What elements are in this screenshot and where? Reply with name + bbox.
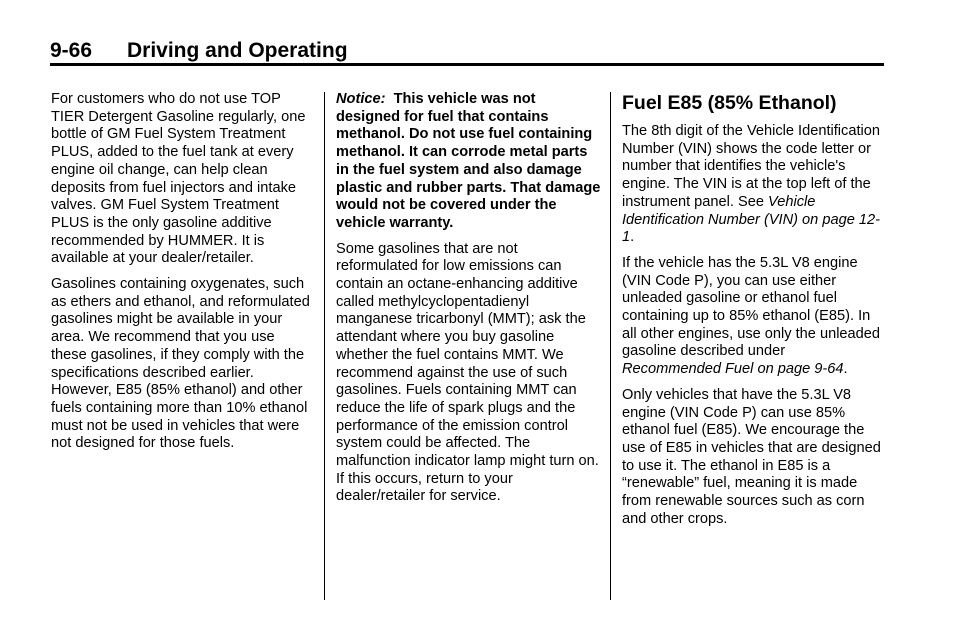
header-rule: [50, 63, 884, 66]
column-divider-1: [324, 92, 325, 600]
notice-block: [336, 91, 601, 233]
notice-label: Notice:: [336, 91, 386, 107]
vin-cross-reference[interactable]: Vehicle Identification Number (VIN) on page 12-1: [622, 193, 880, 246]
column-3-paragraph-3: Only vehicles that have the 5.3L V8 engine (VIN Code P) can use 85% ethanol fuel (E85). We encourage the use of E85 in vehicles that are designed to use it. The ethanol in E85 is a “renewable” fuel, meaning it is made from renewable sources such as corn and other crops.: [622, 386, 881, 527]
section-title: Driving and Operating: [127, 39, 348, 62]
page-number: 9-66: [50, 39, 93, 62]
column-3-paragraph-2-text: If the vehicle has the 5.3L V8 engine (VIN Code P), you can use either unleaded gasoline or ethanol fuel containing up to 85% ethanol (E85). In all other engines, use only the unleaded gasoline described under: [622, 254, 881, 360]
column-2-paragraph-1: Some gasolines that are not reformulated for low emissions can contain an octane-enhancing additive called methylcyclopentadienyl manganese tricarbonyl (MMT); ask the attendant where you buy gasoline whether the fuel contains MMT. We recommend against the use of such gasolines. Fuels containing MMT can reduce the life of spark plugs and the performance of the emission control system could be affected. The malfunction indicator lamp might turn on. If this occurs, return to your dealer/retailer for service.: [336, 240, 599, 505]
column-3-paragraph-1: [622, 123, 884, 247]
column-2: [336, 91, 601, 514]
subsection-heading: Fuel E85 (85% Ethanol): [622, 92, 837, 114]
page-header: [50, 38, 884, 64]
notice-body: This vehicle was not designed for fuel that contains methanol. Do not use fuel containing methanol. It can corrode metal parts in the fuel system and also damage plastic and rubber parts. That damage would not be covered under the vehicle warranty.: [336, 91, 601, 231]
column-3: [622, 91, 884, 536]
recommended-fuel-cross-reference[interactable]: Recommended Fuel on page 9-64: [622, 361, 844, 378]
column-1-paragraph-2: Gasolines containing oxygenates, such as ethers and ethanol, and reformulated gasolines might be available in your area. We recommend that you use these gasolines, if they comply with the specifications described earlier. However, E85 (85% ethanol) and other fuels containing more than 10% ethanol must not be used in vehicles that were not designed for those fuels.: [51, 276, 310, 452]
column-3-paragraph-2-end: .: [843, 361, 848, 378]
column-divider-2: [610, 92, 611, 600]
column-3-paragraph-2: [622, 255, 884, 379]
column-3-paragraph-1-end: .: [630, 229, 635, 246]
column-1: [51, 91, 311, 461]
column-1-paragraph-1: For customers who do not use TOP TIER Detergent Gasoline regularly, one bottle of GM Fuel System Treatment PLUS, added to the fuel tank at every engine oil change, can help clean deposits from fuel injectors and intake valves. GM Fuel System Treatment PLUS is the only gasoline additive recommended by HUMMER. It is available at your dealer/retailer.: [51, 91, 306, 267]
column-3-paragraph-1-text: The 8th digit of the Vehicle Identification Number (VIN) shows the code letter or number that identifies the vehicle's engine. The VIN is at the top left of the instrument panel. See: [622, 123, 880, 210]
